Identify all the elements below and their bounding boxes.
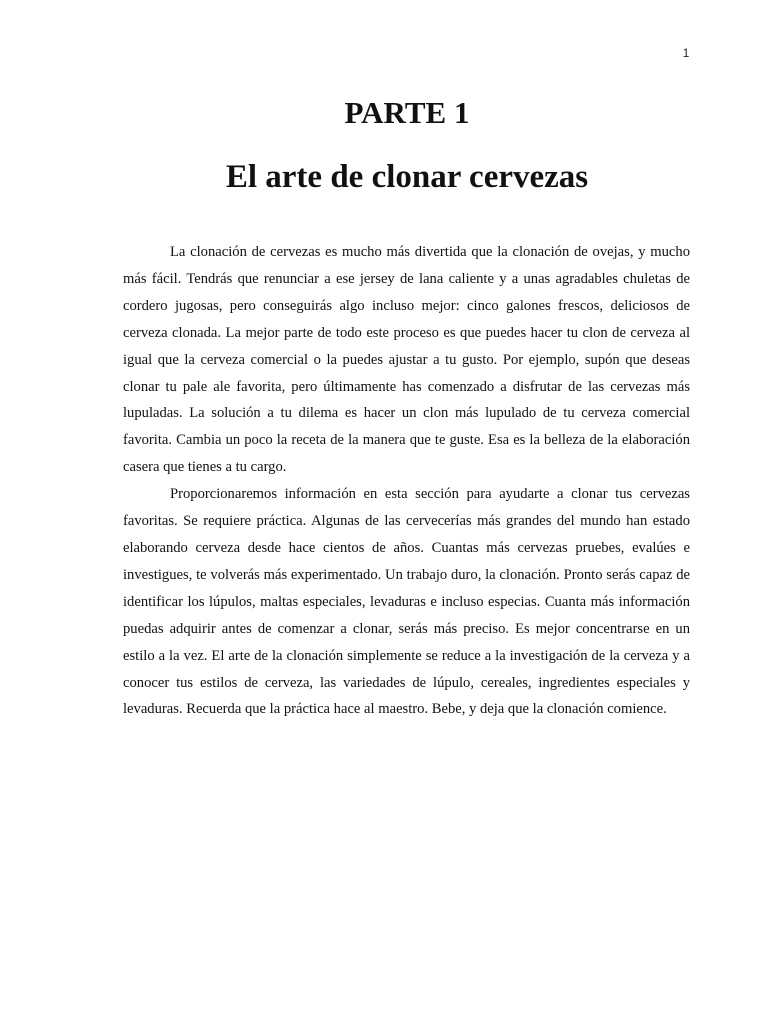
paragraph-2: Proporcionaremos información en esta sección para ayudarte a clonar tus cervezas favoritas. Se requiere práctica. Algunas de las cervecerías más grandes del mundo han estado elaborando cerveza desde hace cientos de años. Cuantas más cervezas pruebes, evalúes e investigues, te volverás más experimentado. Un trabajo duro, la clonación. Pronto serás capaz de identificar los lúpulos, maltas especiales, levaduras e incluso especias. Cuanta más información puedas adquirir antes de comenzar a clonar, serás más preciso. Es mejor concentrarse en un estilo a la vez. El arte de la clonación simplemente se reduce a la investigación de la cerveza y a conocer tus estilos de cerveza, las variedades de lúpulo, cereales, ingredientes especiales y levaduras. Recuerda que la práctica hace al maestro. Bebe, y deja que la clonación comience. [123, 486, 690, 718]
page-number: 1 [682, 46, 690, 60]
paragraph-1: La clonación de cervezas es mucho más divertida que la clonación de ovejas, y mucho más fácil. Tendrás que renunciar a ese jersey de lana caliente y a unas agradables chuletas de cordero jugosas, pero conseguirás algo incluso mejor: cinco galones frescos, deliciosos de cerveza clonada. La mejor parte de todo este proceso es que puedes hacer tu clon de cerveza al igual que la cerveza comercial o la puedes ajustar a tu gusto. Por ejemplo, supón que deseas clonar tu pale ale favorita, pero últimamente has comenzado a disfrutar de las cervezas más lupuladas. La solución a tu dilema es hacer un clon más lupulado de tu cerveza comercial favorita. Cambia un poco la receta de la manera que te guste. Esa es la belleza de la elaboración casera que tienes a tu cargo. [123, 244, 690, 476]
body-text [123, 239, 690, 723]
part-heading: PARTE 1 [344, 95, 470, 130]
chapter-title: El arte de clonar cervezas [225, 159, 589, 195]
